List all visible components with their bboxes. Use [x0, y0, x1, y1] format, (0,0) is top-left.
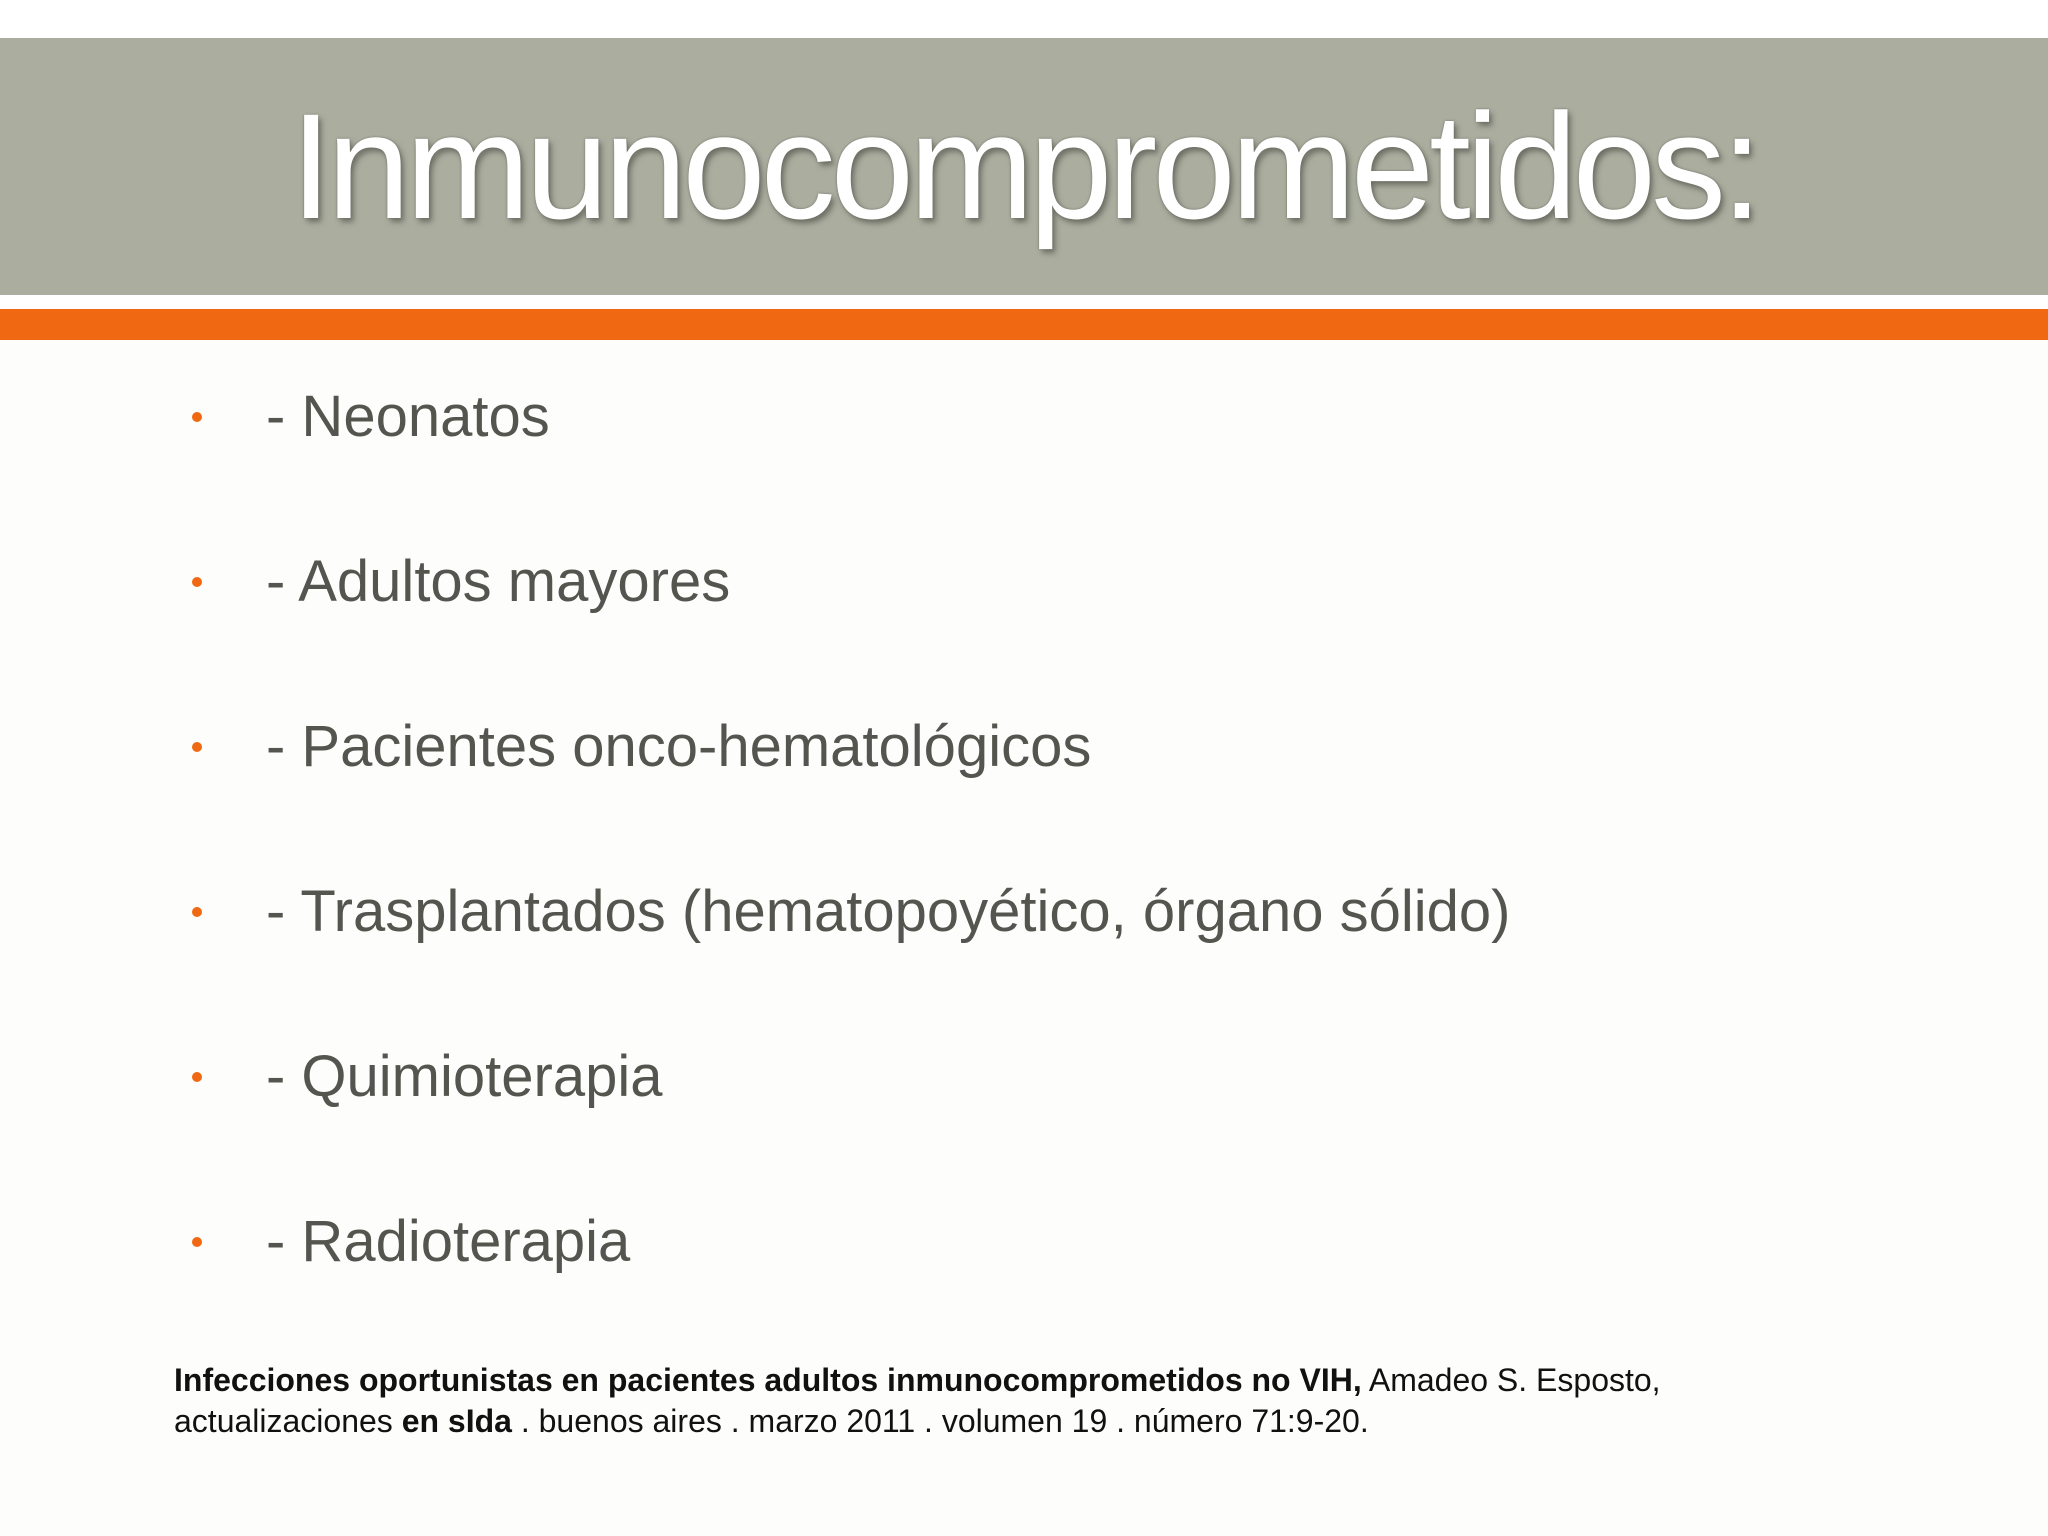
bullet-dot-icon: [192, 1237, 202, 1247]
citation-journal-prefix: actualizaciones: [174, 1403, 402, 1439]
citation: [174, 1360, 1874, 1442]
separator-line: [0, 295, 2048, 309]
bullet-text: - Pacientes onco-hematológicos: [266, 714, 1092, 779]
bullet-item: [0, 702, 2048, 792]
bullet-text: - Adultos mayores: [266, 549, 731, 614]
bullet-item: [0, 867, 2048, 957]
bullet-item: [0, 537, 2048, 627]
bullet-text: - Quimioterapia: [266, 1044, 663, 1109]
bullet-dot-icon: [192, 412, 202, 422]
citation-journal-details: . buenos aires . marzo 2011 . volumen 19 . número 71:9-20.: [511, 1403, 1369, 1439]
bullet-dot-icon: [192, 577, 202, 587]
citation-authors: Amadeo S. Esposto,: [1361, 1362, 1661, 1398]
accent-bar: [0, 309, 2048, 340]
bullet-dot-icon: [192, 1072, 202, 1082]
slide-title: Inmunocomprometidos:: [290, 82, 1758, 250]
bullet-dot-icon: [192, 907, 202, 917]
bullet-text: - Radioterapia: [266, 1209, 631, 1274]
top-margin: [0, 0, 2048, 38]
citation-journal-name: en sIda: [401, 1403, 512, 1439]
citation-title: Infecciones oportunistas en pacientes adultos inmunocomprometidos no VIH,: [174, 1362, 1362, 1398]
bullet-item: [0, 372, 2048, 462]
bullet-item: [0, 1197, 2048, 1287]
bullet-text: - Trasplantados (hematopoyético, órgano sólido): [266, 879, 1511, 944]
bullet-text: - Neonatos: [266, 384, 550, 449]
bullet-dot-icon: [192, 742, 202, 752]
bullet-item: [0, 1032, 2048, 1122]
